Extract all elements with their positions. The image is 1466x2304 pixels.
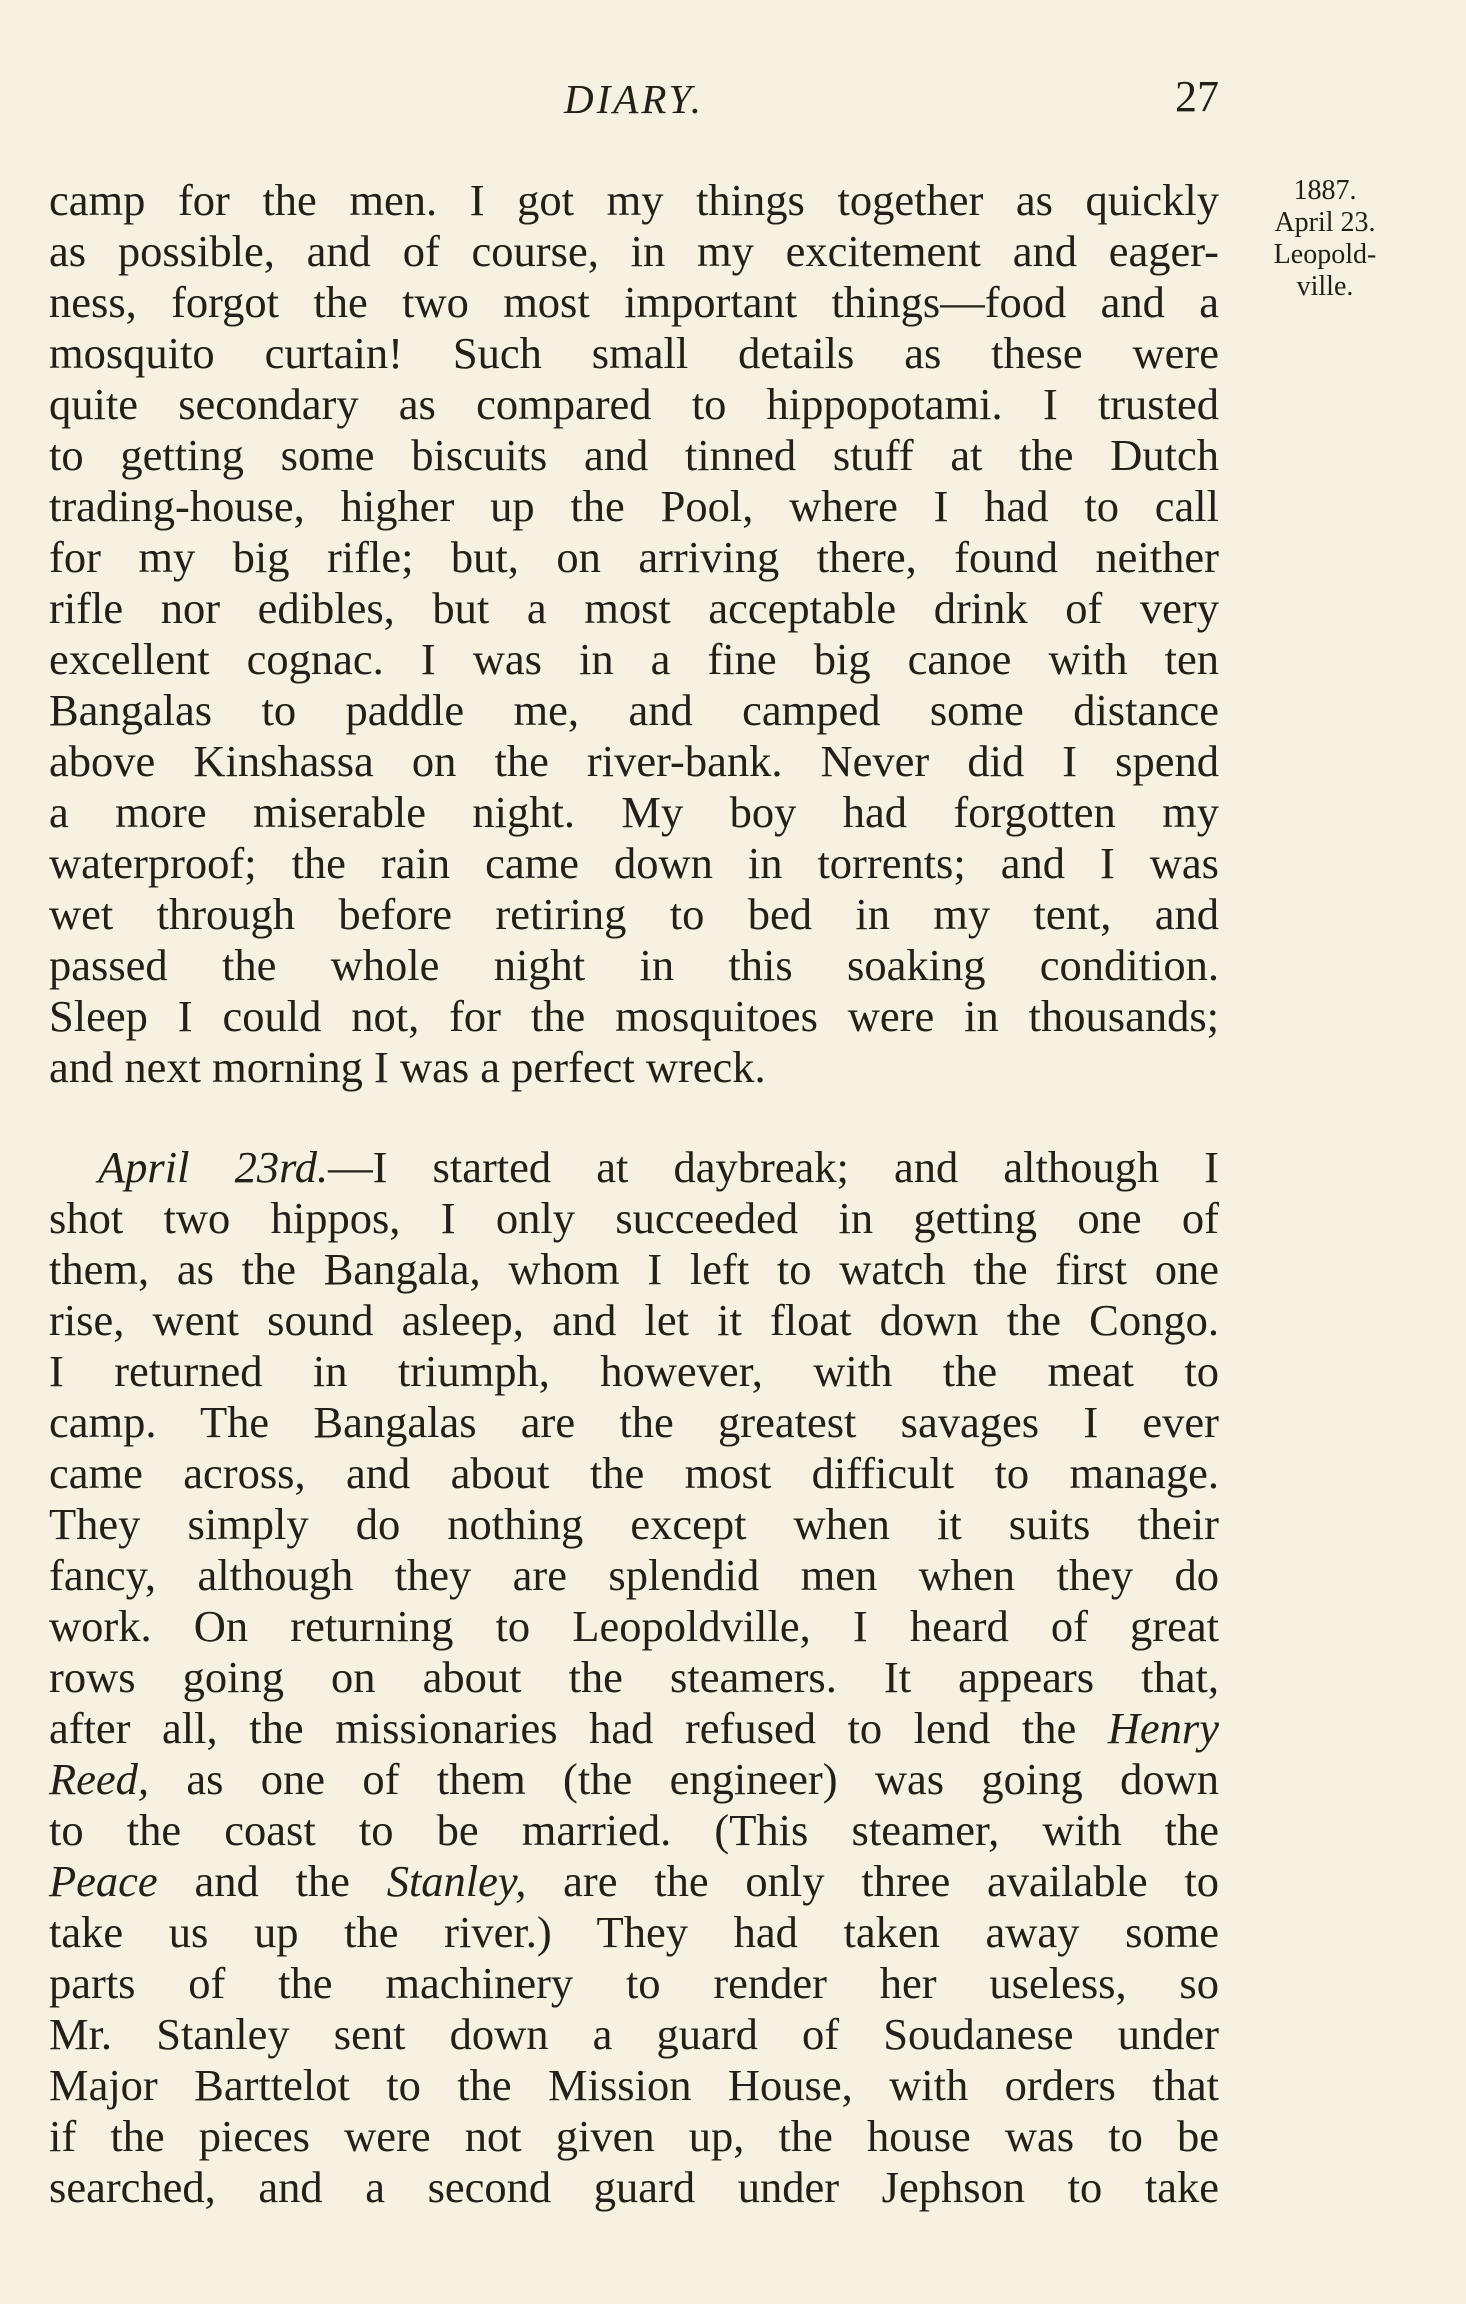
text-line: rise, went sound asleep, and let it float down the Congo. bbox=[49, 1295, 1219, 1345]
text-line: take us up the river.) They had taken away some bbox=[49, 1907, 1219, 1957]
page-number: 27 bbox=[1175, 72, 1219, 121]
text-line: to getting some biscuits and tinned stuff at the Dutch bbox=[49, 430, 1219, 480]
text-run: after all, the missionaries had refused to lend the bbox=[49, 1703, 1077, 1753]
text-line: for my big rifle; but, on arriving there, found neither bbox=[49, 532, 1219, 582]
text-line: quite secondary as compared to hippopotami. I trusted bbox=[49, 379, 1219, 429]
text-line: camp. The Bangalas are the greatest savages I ever bbox=[49, 1397, 1219, 1447]
margin-note-place: Leopold- bbox=[1273, 239, 1377, 270]
text-line: I returned in triumph, however, with the meat to bbox=[49, 1346, 1219, 1396]
text-line: wet through before retiring to bed in my tent, and bbox=[49, 889, 1219, 939]
text-line: ness, forgot the two most important things—food and a bbox=[49, 277, 1219, 327]
text-line: work. On returning to Leopoldville, I heard of great bbox=[49, 1601, 1219, 1651]
text-line: camp for the men. I got my things together as quickly bbox=[49, 175, 1219, 225]
text-run: as one of them (the engineer) was going down bbox=[186, 1754, 1219, 1804]
text-line: Major Barttelot to the Mission House, with orders that bbox=[49, 2060, 1219, 2110]
text-line: Bangalas to paddle me, and camped some distance bbox=[49, 685, 1219, 735]
text-line: as possible, and of course, in my excitement and eager- bbox=[49, 226, 1219, 276]
ship-name: Henry bbox=[1107, 1703, 1219, 1753]
text-line bbox=[49, 1703, 1219, 1754]
page-header bbox=[49, 72, 1219, 125]
text-line: They simply do nothing except when it suits their bbox=[49, 1499, 1219, 1549]
text-line: a more miserable night. My boy had forgotten my bbox=[49, 787, 1219, 837]
text-line: parts of the machinery to render her useless, so bbox=[49, 1958, 1219, 2008]
text-line: searched, and a second guard under Jephson to take bbox=[49, 2162, 1219, 2212]
text-line: fancy, although they are splendid men when they do bbox=[49, 1550, 1219, 1600]
text-run: and the bbox=[194, 1856, 350, 1906]
text-line bbox=[49, 1856, 1219, 1907]
text-line: mosquito curtain! Such small details as these were bbox=[49, 328, 1219, 378]
margin-note-date: April 23. bbox=[1274, 207, 1376, 238]
text-line: Sleep I could not, for the mosquitoes were in thousands; bbox=[49, 991, 1219, 1041]
text-line: came across, and about the most difficult to manage. bbox=[49, 1448, 1219, 1498]
diary-date: April 23rd. bbox=[98, 1142, 329, 1192]
text-line: above Kinshassa on the river-bank. Never did I spend bbox=[49, 736, 1219, 786]
text-run: are the only three available to bbox=[563, 1856, 1220, 1906]
text-line: shot two hippos, I only succeeded in getting one of bbox=[49, 1193, 1219, 1243]
ship-name: Stanley, bbox=[386, 1856, 527, 1906]
text-line: and next morning I was a perfect wreck. bbox=[49, 1042, 766, 1092]
text-line: Mr. Stanley sent down a guard of Soudanese under bbox=[49, 2009, 1219, 2059]
paragraph-2 bbox=[49, 1142, 1219, 2213]
margin-note-year: 1887. bbox=[1293, 175, 1357, 206]
text-line: trading-house, higher up the Pool, where I had to call bbox=[49, 481, 1219, 531]
paragraph-gap bbox=[49, 1093, 1219, 1142]
text-line: rifle nor edibles, but a most acceptable drink of very bbox=[49, 583, 1219, 633]
margin-note-place: ville. bbox=[1296, 271, 1354, 302]
text-line: waterproof; the rain came down in torrents; and I was bbox=[49, 838, 1219, 888]
text-line: to the coast to be married. (This steamer, with the bbox=[49, 1805, 1219, 1855]
text-line bbox=[49, 1142, 1219, 1193]
text-line: them, as the Bangala, whom I left to watch the first one bbox=[49, 1244, 1219, 1294]
text-line: excellent cognac. I was in a fine big canoe with ten bbox=[49, 634, 1219, 684]
body-text bbox=[49, 175, 1219, 2213]
ship-name: Reed, bbox=[49, 1754, 150, 1804]
text-line: rows going on about the steamers. It appears that, bbox=[49, 1652, 1219, 1702]
text-run: —I started at daybreak; and although I bbox=[328, 1142, 1219, 1192]
margin-note bbox=[1250, 175, 1400, 303]
paragraph-1 bbox=[49, 175, 1219, 1093]
text-line: passed the whole night in this soaking condition. bbox=[49, 940, 1219, 990]
text-line bbox=[49, 1754, 1219, 1805]
text-line: if the pieces were not given up, the house was to be bbox=[49, 2111, 1219, 2161]
ship-name: Peace bbox=[49, 1856, 158, 1906]
running-head: DIARY. bbox=[564, 76, 704, 122]
